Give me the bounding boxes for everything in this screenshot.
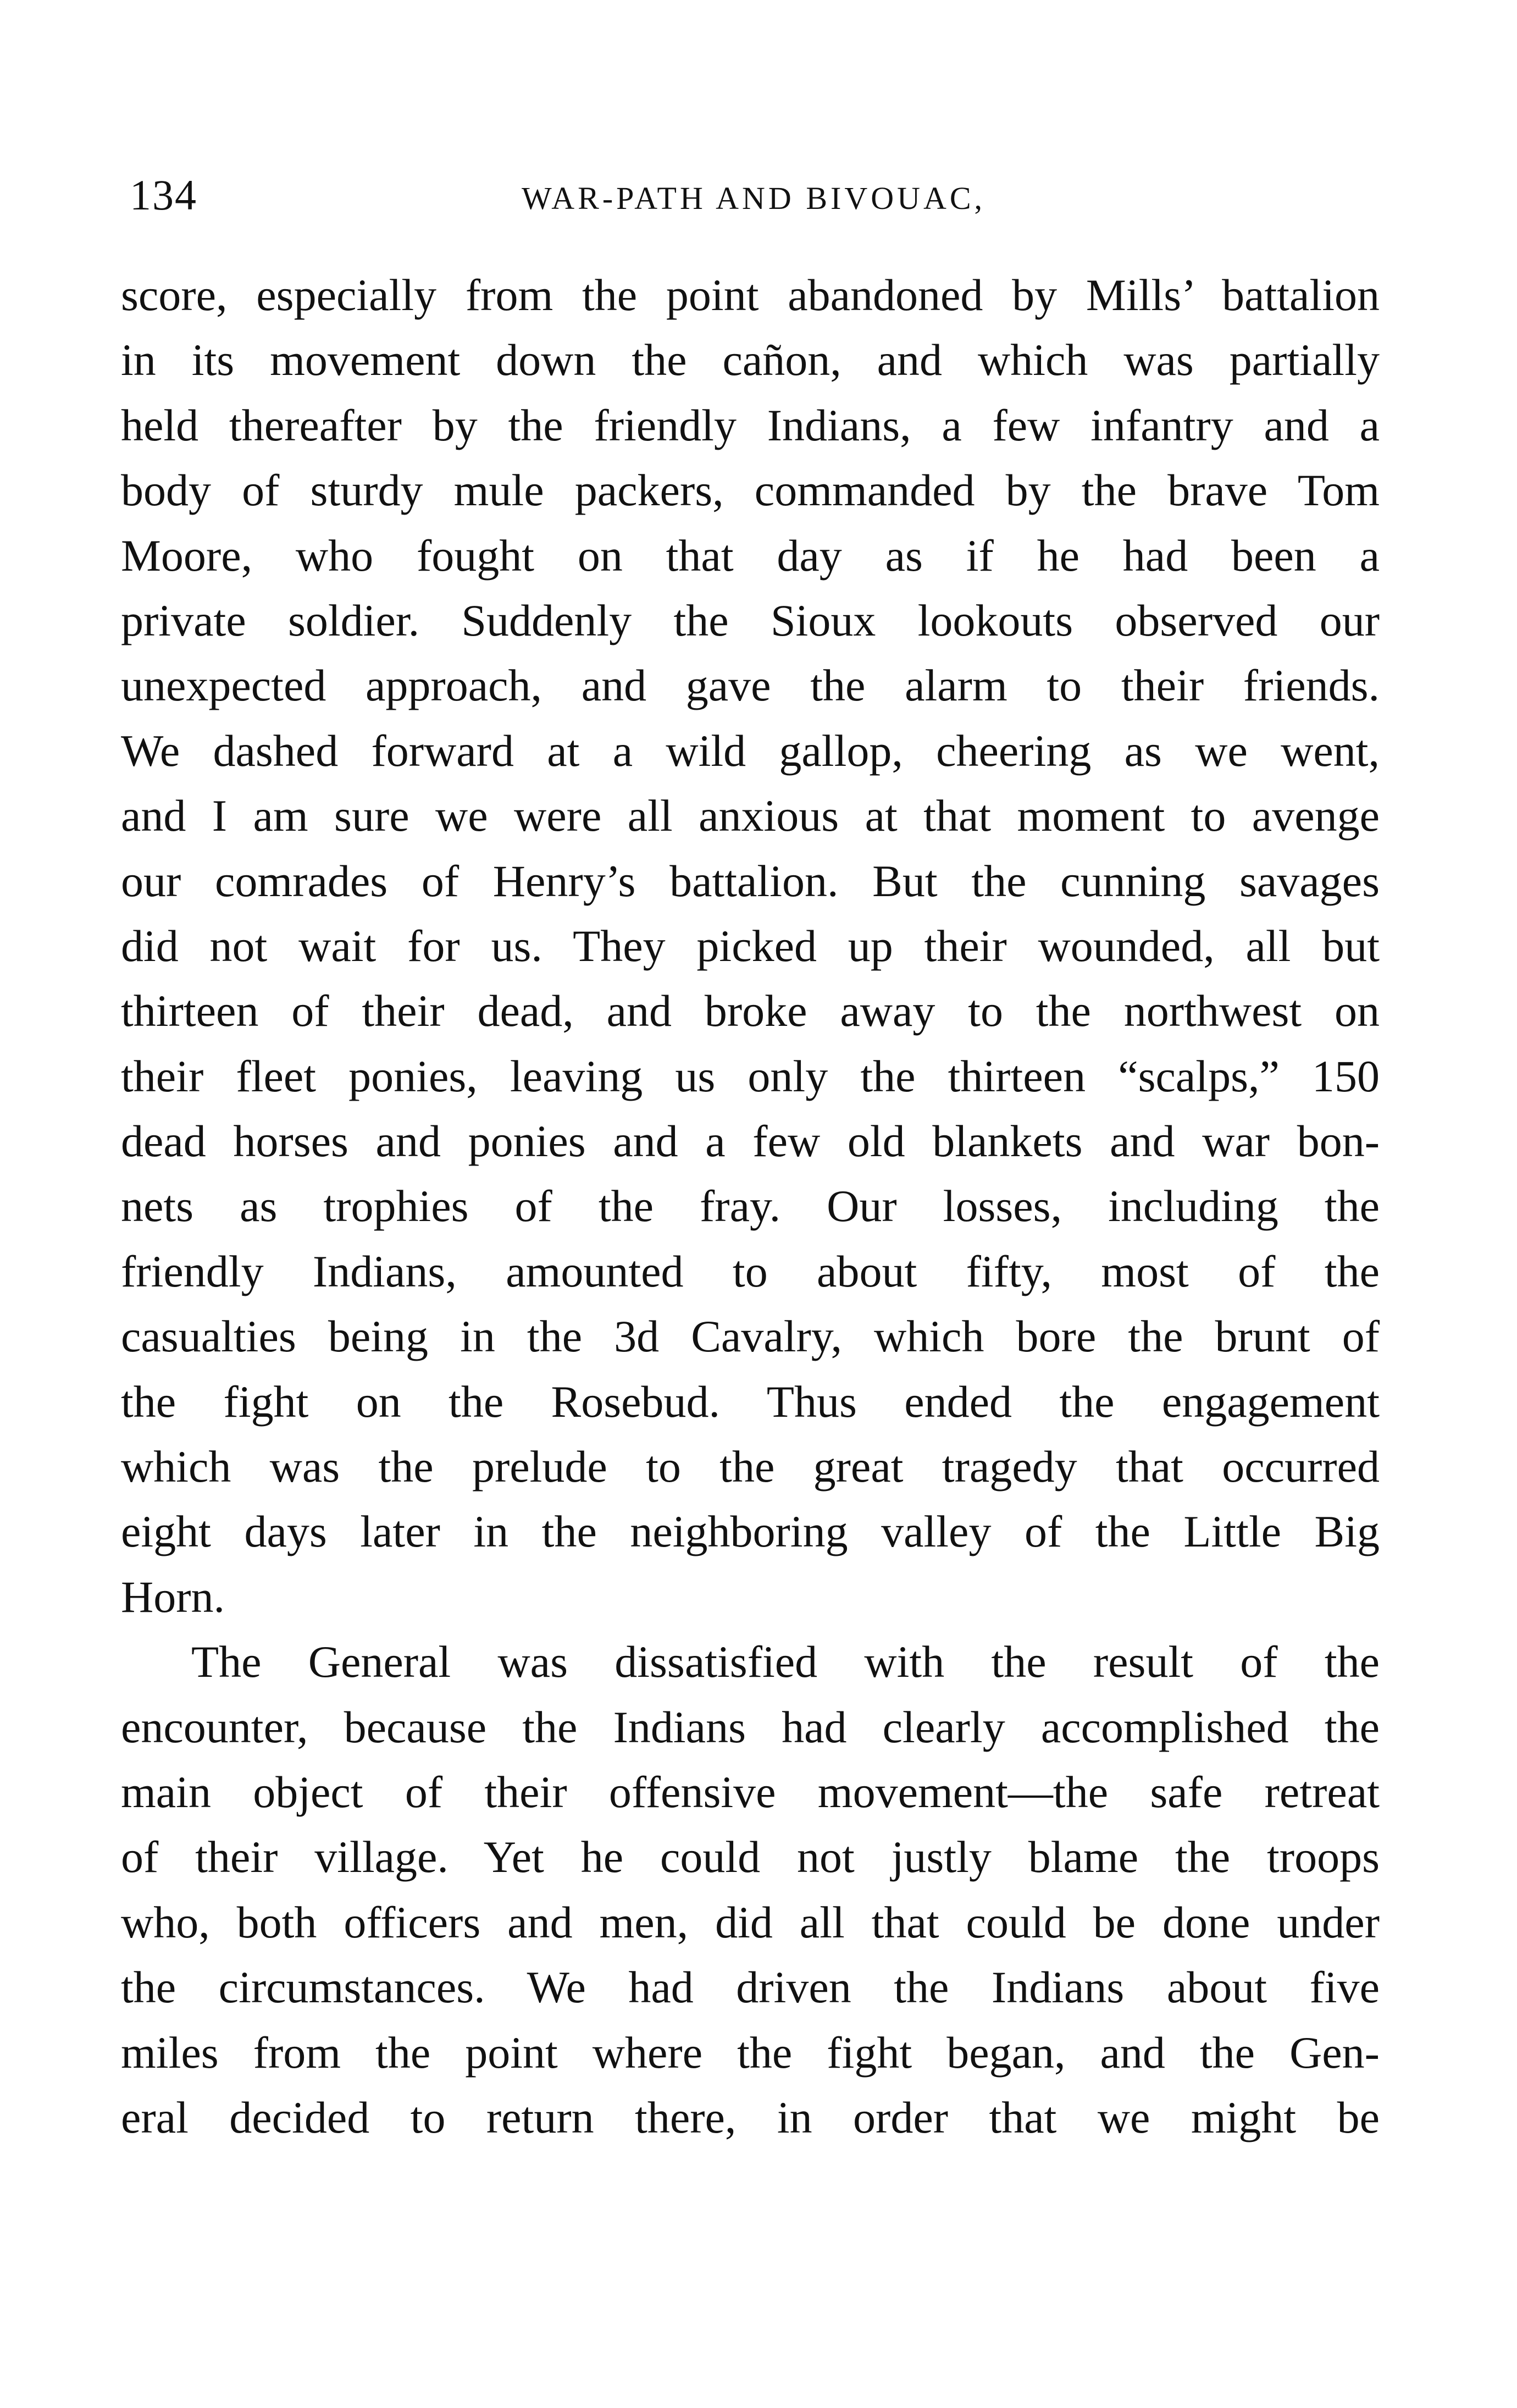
text-line: of their village. Yet he could not justly blame the troops — [121, 1832, 1380, 1882]
text-line: in its movement down the cañon, and which was partially — [121, 335, 1380, 385]
text-line: Horn. — [121, 1571, 225, 1622]
text-line: our comrades of Henry’s battalion. But the cunning savages — [121, 855, 1380, 906]
text-line: and I am sure we were all anxious at that moment to avenge — [121, 791, 1380, 841]
text-line: Moore, who fought on that day as if he had been a — [121, 530, 1380, 581]
body-text — [121, 263, 1380, 2150]
text-line: We dashed forward at a wild gallop, cheering as we went, — [121, 725, 1380, 776]
page-number: 134 — [130, 171, 197, 219]
running-head — [130, 165, 1377, 225]
text-line: score, especially from the point abandoned by Mills’ battalion — [121, 270, 1380, 320]
running-title: WAR-PATH AND BIVOUAC, — [521, 180, 986, 216]
text-line: thirteen of their dead, and broke away to the northwest on — [121, 986, 1380, 1036]
paragraph-1 — [121, 263, 1380, 1630]
text-line: eral decided to return there, in order that we might be — [121, 2092, 1380, 2142]
text-line: eight days later in the neighboring valley of the Little Big — [121, 1506, 1380, 1557]
text-line: casualties being in the 3d Cavalry, which bore the brunt of — [121, 1311, 1380, 1362]
text-line: friendly Indians, amounted to about fifty, most of the — [121, 1246, 1380, 1296]
text-line: which was the prelude to the great tragedy that occurred — [121, 1442, 1380, 1492]
text-line: their fleet ponies, leaving us only the thirteen “scalps,” 150 — [121, 1051, 1380, 1101]
text-line: dead horses and ponies and a few old blankets and war bon- — [121, 1116, 1380, 1167]
text-line: did not wait for us. They picked up their wounded, all but — [121, 920, 1380, 971]
text-line: held thereafter by the friendly Indians, a few infantry and a — [121, 400, 1380, 450]
text-line: body of sturdy mule packers, commanded by the brave Tom — [121, 465, 1380, 516]
text-line: main object of their offensive movement—the safe retreat — [121, 1766, 1380, 1817]
paragraph-2 — [121, 1630, 1380, 2150]
text-line: nets as trophies of the fray. Our losses, including the — [121, 1181, 1380, 1231]
text-line: unexpected approach, and gave the alarm to their friends. — [121, 660, 1380, 711]
text-line: encounter, because the Indians had clearly accomplished the — [121, 1702, 1380, 1752]
text-line: The General was dissatisfied with the result of the — [191, 1637, 1380, 1687]
text-line: who, both officers and men, did all that could be done under — [121, 1897, 1380, 1947]
text-line: private soldier. Suddenly the Sioux lookouts observed our — [121, 595, 1380, 645]
text-line: miles from the point where the fight began, and the Gen- — [121, 2027, 1380, 2078]
text-line: the circumstances. We had driven the Indians about five — [121, 1962, 1380, 2013]
text-line: the fight on the Rosebud. Thus ended the engagement — [121, 1376, 1380, 1427]
